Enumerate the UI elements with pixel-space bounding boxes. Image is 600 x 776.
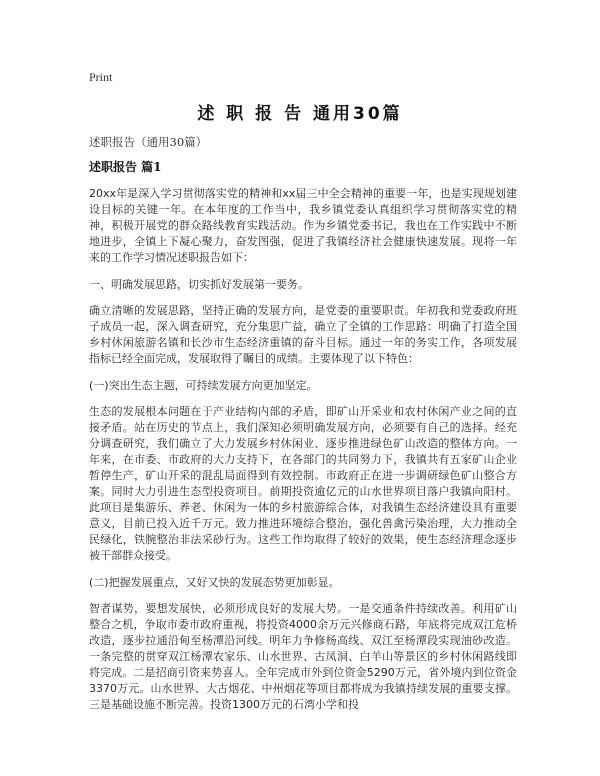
paragraph-intro: 20xx年是深入学习贯彻落实党的精神和xx届三中全会精神的重要一年，也是实现规划建设目标的关键一年。在本年度的工作当中，我乡镇党委认真组织学习贯彻落实党的精神，积极开展党的群众路线教育实践活动。作为乡镇党委书记，我也在工作实践中不断地进步，全镇上下凝心聚力，奋发图强，促进了我镇经济社会健康快速发展。现将一年来的工作学习情况述职报告如下： xyxy=(89,187,517,264)
paragraph-heading-1: 一、明确发展思路，切实抓好发展第一要务。 xyxy=(89,278,309,291)
article-body xyxy=(89,186,517,724)
paragraph-heading-focus: (二)把握发展重点，又好又快的发展态势更加彰显。 xyxy=(89,576,340,589)
paragraph-heading-ecology: (一)突出生态主题，可持续发展方向更加坚定。 xyxy=(89,379,318,392)
paragraph-ecology: 生态的发展根本问题在于产业结构内部的矛盾，即矿山开采业和农村休闲产业之间的直接矛盾。站在历史的节点上，我们深知必须明确发展方向，必须要有自己的选择。经充分调查研究，我们确立了大力发展乡村休闲业、逐步推进绿色矿山改造的整体方向。一年来，在市委、市政府的大力支持下，在各部门的共同努力下，我镇共有五家矿山企业暂停生产，矿山开采的混乱局面得到有效控制。市政府正在进一步调研绿色矿山整合方案。同时大力引进生态型投资项目。前期投资逾亿元的山水世界项目落户我镇向阳村。此项目是集游乐、养老、休闲为一体的乡村旅游综合体，对我镇生态经济建设具有重要意义，目前已投入近千万元。致力推进环境综合整治，强化兽禽污染治理，大力推动全民绿化，铁腕整治非法采砂行为。这些工作均取得了较好的效果，使生态经济理念逐步被干部群众接受。 xyxy=(89,405,517,562)
page-title: 述 职 报 告 通用30篇 xyxy=(197,104,403,124)
paragraph-development-ideas: 确立清晰的发展思路，坚持正确的发展方向，是党委的重要职责。年初我和党委政府班子成员一起，深入调查研究，充分集思广益，确立了全镇的工作思路：明确了打造全国乡村休闲旅游名镇和长沙市生态经济重镇的奋斗目标。通过一年的务实工作，各项发展指标已经全面完成，发展取得了瞩目的成绩。主要体现了以下特色： xyxy=(89,304,517,365)
document-subtitle: 述职报告（通用30篇） xyxy=(89,135,208,149)
section-heading: 述职报告 篇1 xyxy=(89,160,162,174)
paragraph-focus: 智者谋势，要想发展快，必须形成良好的发展大势。一是交通条件持续改善。利用矿山整合之机，争取市委市政府重视，将投资4000余万元兴修商石路，年底将完成双江危桥改造，逐步拉通沿甸至杨潭沿河线。明年力争修杨高线、双江至杨潭段实现油砂改造。一条完整的贯穿双江杨潭农家乐、山水世界、古凤洞、白羊山等景区的乡村休闲路线即将完成。二是招商引资来势喜人。全年完成市外到位资金5290万元，省外境内到位资金3370万元。山水世界、大古烟花、中州烟花等项目都将成为我镇持续发展的重要支撑。三是基础设施不断完善。投资1300万元的石湾小学和投 xyxy=(89,602,517,711)
print-link[interactable]: Print xyxy=(89,70,113,84)
